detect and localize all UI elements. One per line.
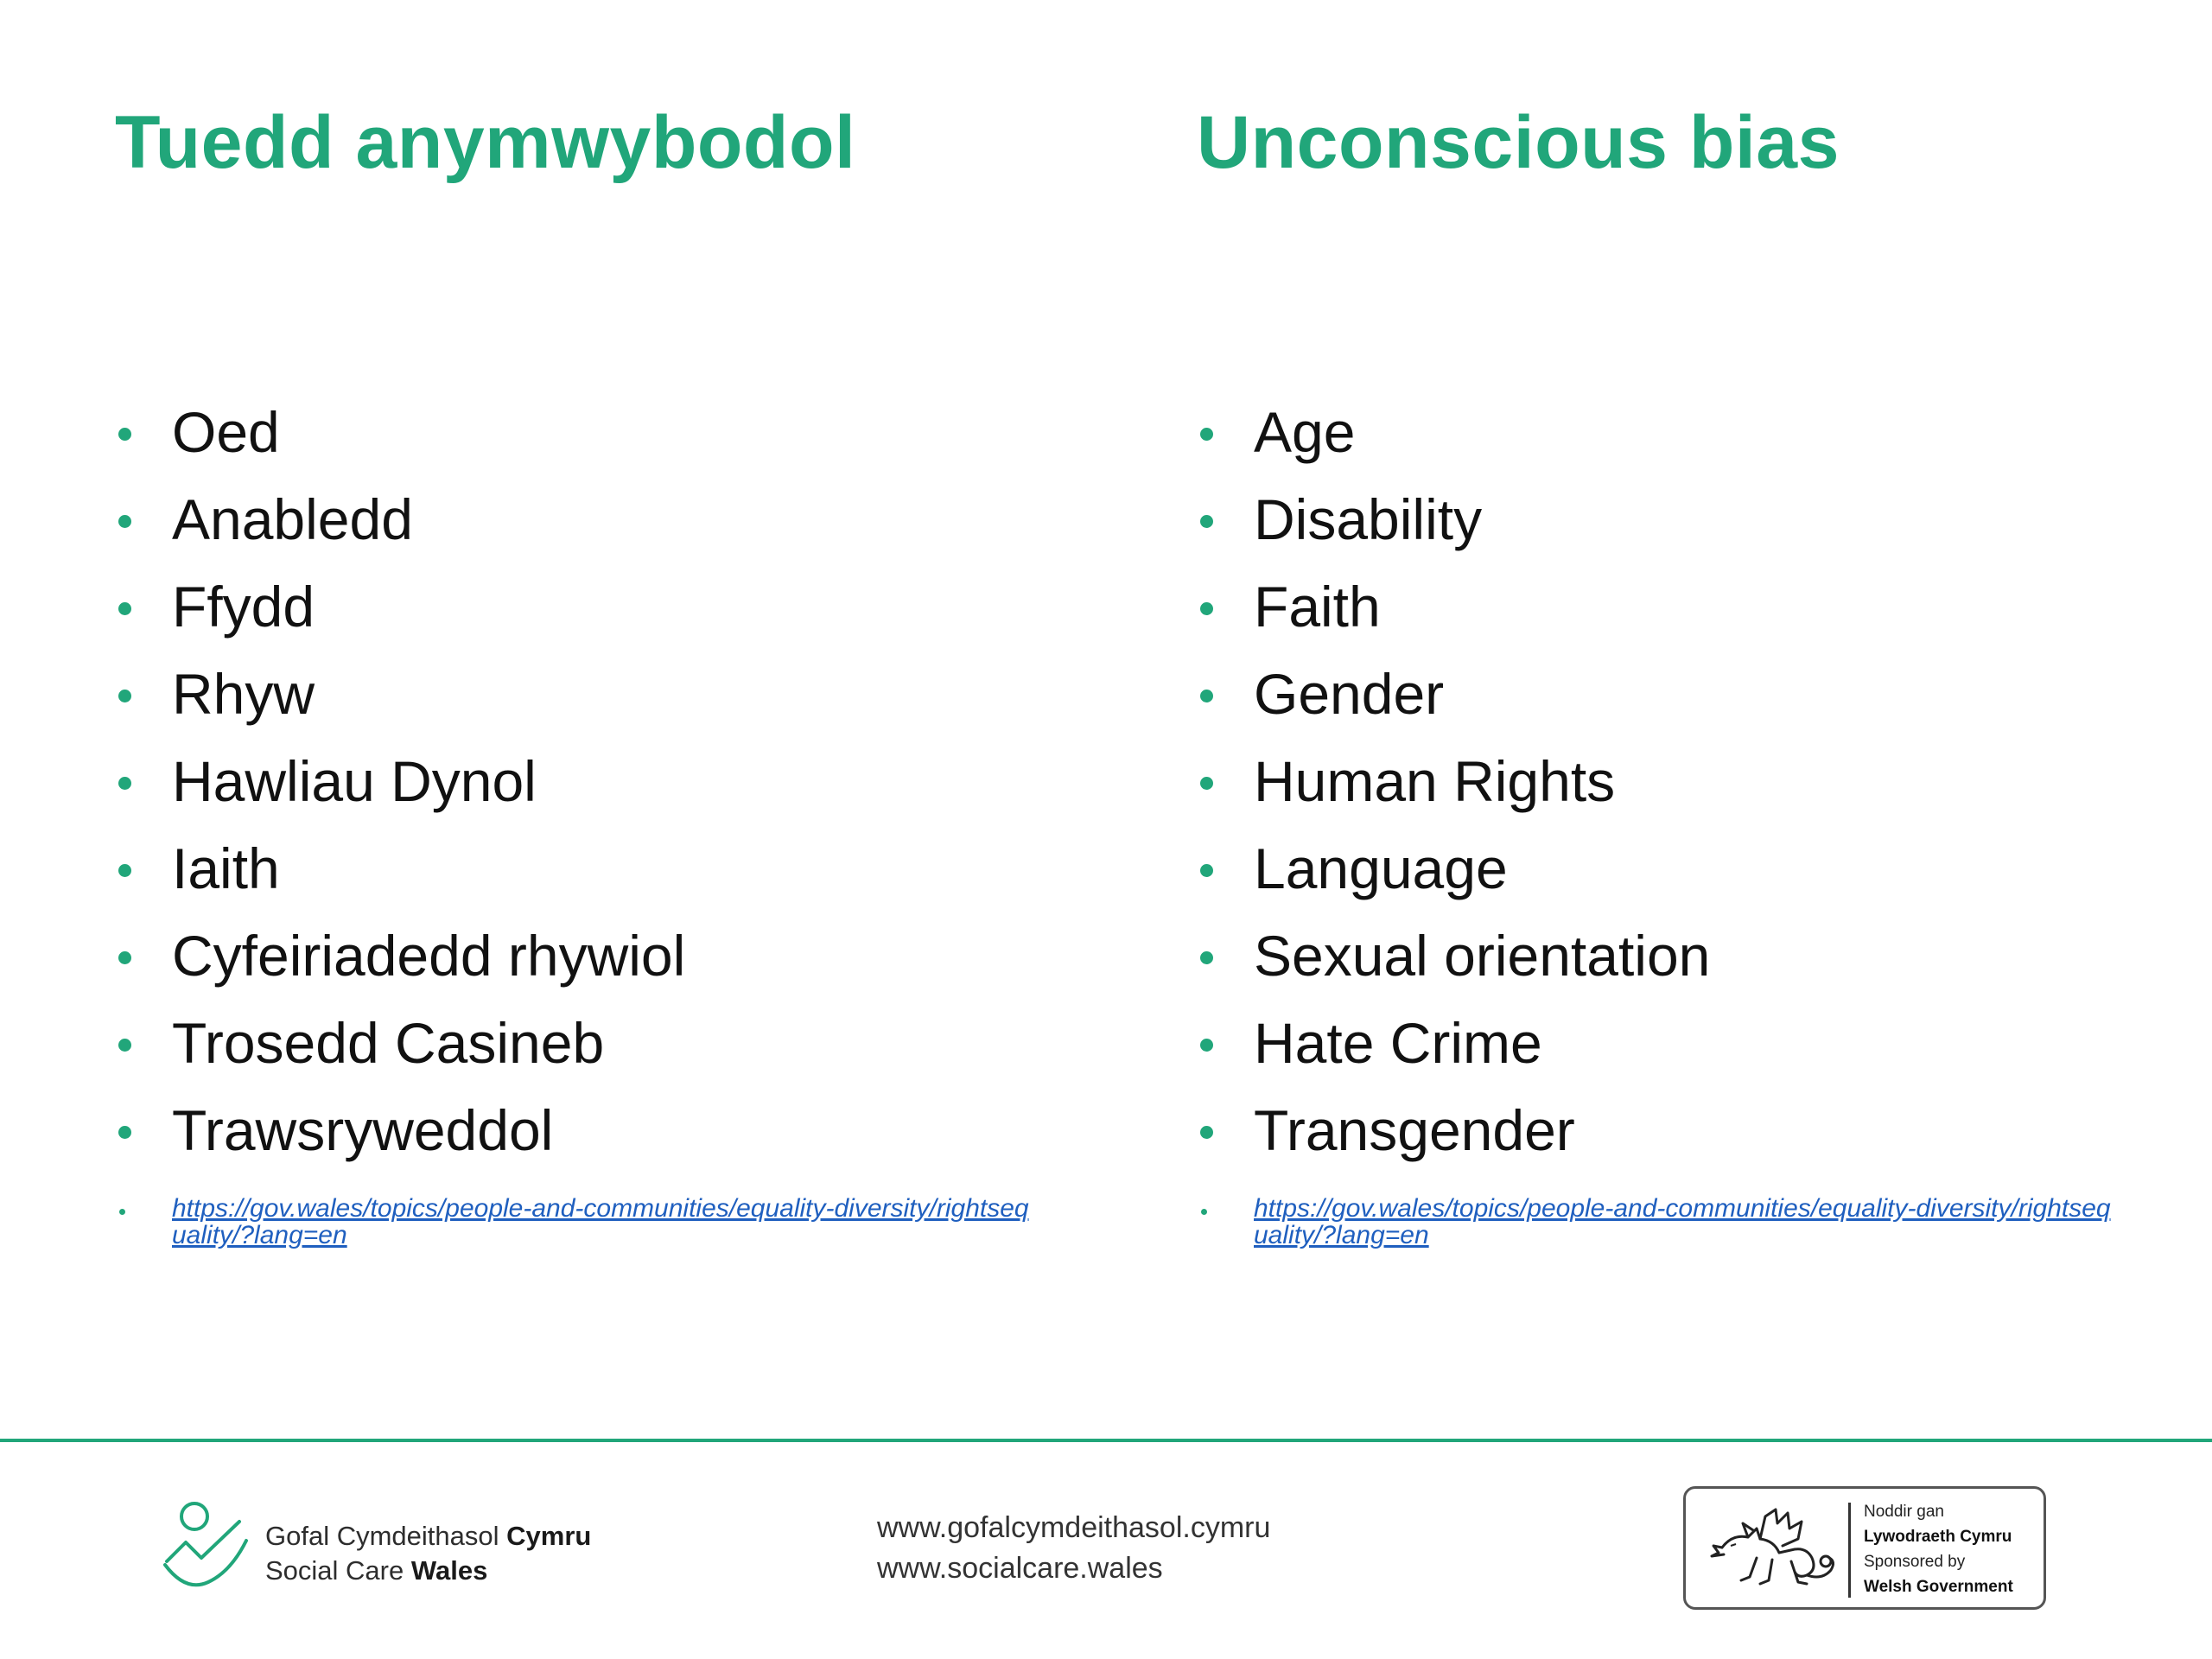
list-item: [115, 651, 685, 738]
list-item: [1197, 825, 1710, 912]
list-item-label: Faith: [1254, 575, 1381, 639]
list-item-label: Trawsryweddol: [172, 1098, 554, 1162]
bullet-icon: [1201, 1209, 1207, 1215]
bullet-icon: [118, 515, 131, 528]
list-item: [1197, 912, 1710, 1000]
list-item-label: Trosedd Casineb: [172, 1011, 605, 1075]
list-item: [1197, 738, 1710, 825]
bullet-icon: [1200, 428, 1213, 441]
list-item-label: Hate Crime: [1254, 1011, 1542, 1075]
brand-name: [265, 1519, 591, 1588]
bullet-icon: [118, 428, 131, 441]
sponsor-welsh-org: Lywodraeth Cymru: [1864, 1528, 2012, 1546]
list-item-label: Disability: [1254, 487, 1483, 551]
social-care-wales-logo-icon: [160, 1499, 255, 1594]
sponsor-text: [1864, 1499, 2013, 1599]
social-care-wales-brand: [160, 1495, 644, 1590]
brand-name-english: Social Care Wales: [265, 1555, 488, 1586]
bullet-icon: [1200, 690, 1213, 702]
list-item-label: Cyfeiriadedd rhywiol: [172, 924, 686, 988]
bullet-icon: [119, 1209, 125, 1215]
list-item-label: Hawliau Dynol: [172, 749, 537, 813]
welsh-government-sponsor-badge: [1683, 1486, 2046, 1610]
sponsor-welsh-label: Noddir gan: [1864, 1503, 1944, 1521]
bullet-icon: [118, 602, 131, 615]
bullet-icon: [1200, 864, 1213, 877]
list-item-label: Anabledd: [172, 487, 413, 551]
bullet-icon: [118, 864, 131, 877]
bullet-icon: [118, 777, 131, 790]
list-item: [115, 1087, 685, 1174]
brand-name-welsh: Gofal Cymdeithasol Cymru: [265, 1521, 592, 1551]
bullet-icon: [118, 951, 131, 964]
footer-urls: [877, 1508, 1270, 1589]
bullet-icon: [118, 1126, 131, 1139]
list-item: [1197, 1087, 1710, 1174]
bullet-icon: [1200, 1126, 1213, 1139]
list-item: [115, 1000, 685, 1087]
english-reference: [1197, 1195, 2118, 1249]
english-title: Unconscious bias: [1197, 101, 1840, 184]
bullet-icon: [1200, 777, 1213, 790]
list-item: [115, 476, 685, 563]
list-item-label: Ffydd: [172, 575, 315, 639]
list-item-label: Rhyw: [172, 662, 315, 726]
sponsor-english-org: Welsh Government: [1864, 1578, 2013, 1596]
list-item: [115, 563, 685, 651]
list-item-label: Language: [1254, 836, 1508, 900]
bullet-icon: [1200, 602, 1213, 615]
bullet-icon: [1200, 951, 1213, 964]
list-item: [1197, 1000, 1710, 1087]
list-item-label: Oed: [172, 400, 280, 464]
list-item-label: Human Rights: [1254, 749, 1616, 813]
list-item: [115, 825, 685, 912]
list-item: [1197, 563, 1710, 651]
bullet-icon: [1200, 1039, 1213, 1052]
bullet-icon: [1200, 515, 1213, 528]
footer-divider: [0, 1439, 2212, 1442]
list-item: [115, 738, 685, 825]
welsh-website-url: www.gofalcymdeithasol.cymru: [877, 1511, 1271, 1544]
sponsor-english-label: Sponsored by: [1864, 1553, 1966, 1571]
list-item: [1197, 476, 1710, 563]
badge-separator: [1848, 1503, 1851, 1598]
welsh-reference: [115, 1195, 1036, 1249]
bullet-icon: [118, 690, 131, 702]
list-item-label: Sexual orientation: [1254, 924, 1711, 988]
welsh-dragon-icon: [1705, 1497, 1843, 1601]
list-item: [115, 389, 685, 476]
list-item-label: Iaith: [172, 836, 280, 900]
welsh-reference-link[interactable]: https://gov.wales/topics/people-and-communities/equality-diversity/rightsequality/?lang=en: [172, 1194, 1029, 1249]
english-bullet-list: [1197, 389, 1710, 1174]
list-item: [1197, 651, 1710, 738]
welsh-bullet-list: [115, 389, 685, 1174]
list-item-label: Age: [1254, 400, 1356, 464]
english-website-url: www.socialcare.wales: [877, 1552, 1163, 1585]
list-item: [115, 912, 685, 1000]
welsh-column: [115, 91, 1135, 1249]
english-column: [1197, 91, 2212, 1249]
english-reference-link[interactable]: https://gov.wales/topics/people-and-communities/equality-diversity/rightsequality/?lang=en: [1254, 1194, 2111, 1249]
bullet-icon: [118, 1039, 131, 1052]
welsh-title: Tuedd anymwybodol: [115, 101, 856, 184]
list-item-label: Gender: [1254, 662, 1445, 726]
list-item: [1197, 389, 1710, 476]
list-item-label: Transgender: [1254, 1098, 1575, 1162]
